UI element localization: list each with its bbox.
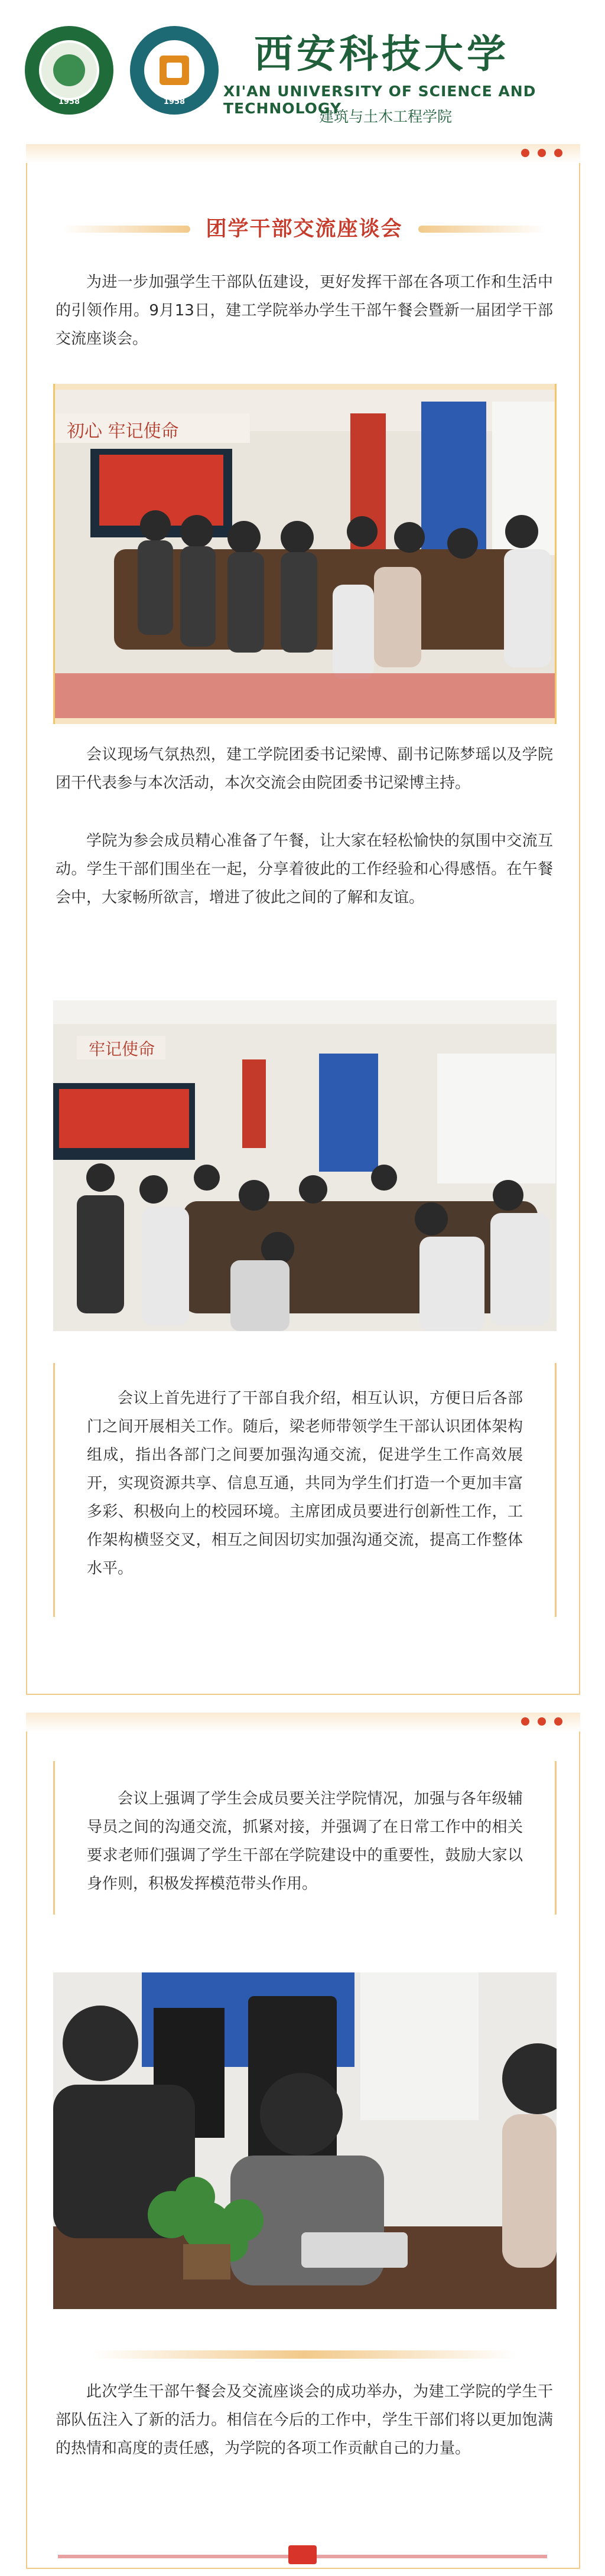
meeting-photo-1-image [55,390,555,718]
decorative-dots [521,149,562,157]
dot-icon [521,1717,529,1726]
seal-year: 1958 [58,97,80,106]
section2-paragraph-2 [56,2378,553,2463]
section2-paragraph-1-box [53,1761,557,1915]
meeting-photo-2-image [53,1000,557,1331]
paragraph-4-box [53,1363,557,1617]
card-topbar [26,1713,580,1732]
dot-icon [554,1717,562,1726]
college-name: 建筑与土木工程学院 [319,108,453,125]
photo-meeting-1 [53,384,557,724]
seal-year: 1958 [163,97,186,106]
dot-icon [538,149,546,157]
para4-text: 会议上首先进行了干部自我介绍，相互认识，方便日后各部门之间开展相关工作。随后，梁老师带领学生干部认识团体架构组成，指出各部门之间要加强沟通交流，促进学生工作高效展开，实现资源共享、信息互通，共同为学生们打造一个更加丰富多彩、积极向上的校园环境。主席团成员要进行创新性工作，工作架构横竖交叉，相互之间因切实加强沟通交流，提高工作整体水平。 [87,1390,523,1577]
intro-paragraph [56,268,553,353]
university-name-cn: 西安科技大学 [254,31,509,77]
paragraph-3 [56,827,553,912]
flag-icon [288,2545,317,2564]
banner-text-2: 牢记使命 [89,1039,155,1059]
dot-icon [554,149,562,157]
banner-text-1: 初心 牢记使命 [67,421,179,442]
dot-icon [538,1717,546,1726]
page-header [0,0,605,136]
university-name-en: XI'AN UNIVERSITY OF SCIENCE AND TECHNOLOGY [223,83,536,117]
article-card-1 [26,144,580,1695]
intro-text: 为进一步加强学生干部队伍建设，更好发挥干部在各项工作和生活中的引领作用。9月13日，建工学院举办学生干部午餐会暨新一届团学干部交流座谈会。 [56,273,553,348]
article-card-2 [26,1713,580,2569]
s2-para2-text: 此次学生干部午餐会及交流座谈会的成功举办，为建工学院的学生干部队伍注入了新的活力。相信在今后的工作中，学生干部们将以更加饱满的热情和高度的责任感，为学院的各项工作贡献自己的力量。 [56,2383,553,2457]
meeting-photo-3-image [53,1972,557,2309]
dot-icon [521,149,529,157]
para2-text: 会议现场气氛热烈，建工学院团委书记梁博、副书记陈梦瑶以及学院团干代表参与本次活动，本次交流会由院团委书记梁博主持。 [56,746,553,792]
card-topbar [26,144,580,163]
photo-meeting-2 [53,1000,557,1331]
university-seal-logo [25,26,113,115]
college-seal-logo [130,26,219,115]
decorative-dots [521,1717,562,1726]
section-title: 团学干部交流座谈会 [206,217,403,241]
s2-para1-text: 会议上强调了学生会成员要关注学院情况，加强与各年级辅导员之间的沟通交流，抓紧对接，并强调了在日常工作中的相关要求老师们强调了学生干部在学院建设中的重要性，鼓励大家以身作则，积极发挥模范带头作用。 [87,1790,523,1893]
paragraph-2 [56,741,553,797]
para3-text: 学院为参会成员精心准备了午餐，让大家在轻松愉快的氛围中交流互动。学生干部们围坐在一起，分享着彼此的工作经验和心得感悟。在午餐会中，大家畅所欲言，增进了彼此之间的了解和友谊。 [56,832,553,907]
divider-decoration [92,2350,516,2359]
photo-meeting-3 [53,1972,557,2309]
